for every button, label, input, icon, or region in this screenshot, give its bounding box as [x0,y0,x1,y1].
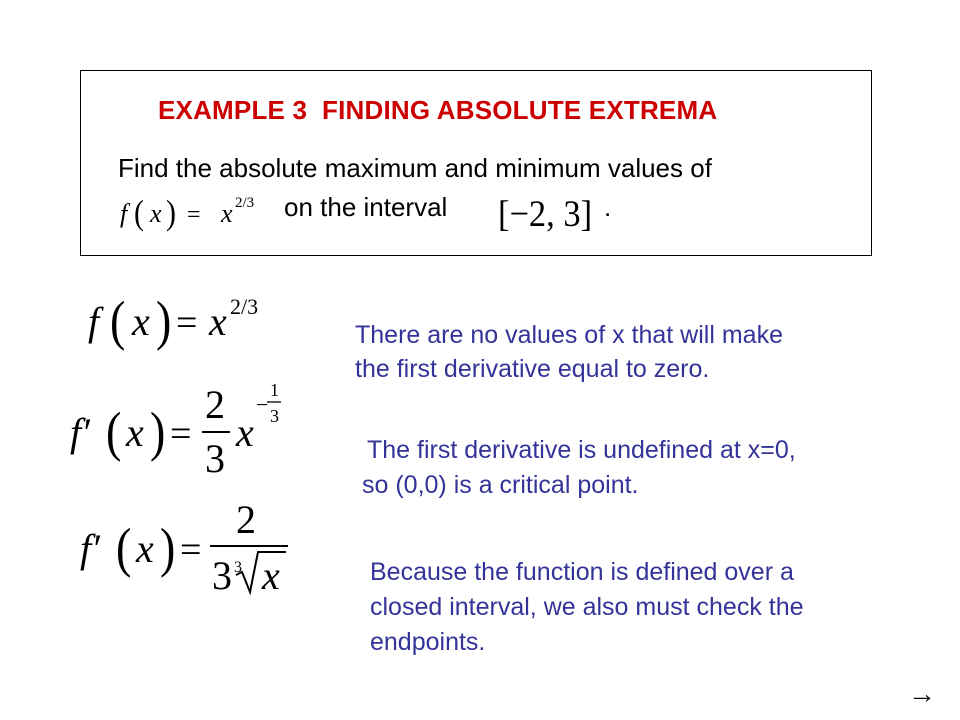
prompt-on-interval: on the interval [284,192,448,222]
interval-formula [498,193,592,235]
eq3-numerator: 2 [236,497,256,542]
note-1-line-1: There are no values of x that will make [355,321,783,349]
box-f-symbol: f [120,199,128,228]
note-1-line-2: the first derivative equal to zero. [355,355,710,383]
prompt-period: . [604,192,612,222]
note-3-line-1: Because the function is defined over a [370,558,794,586]
box-function-formula [120,193,254,231]
eq2-left-paren: ( [106,401,122,462]
box-right-paren: ) [166,193,176,232]
eq1-base: x [209,299,227,344]
note-2-line-2: so (0,0) is a critical point. [362,471,639,499]
note-3-line-3: endpoints. [370,628,486,656]
eq1-right-paren: ) [156,290,172,351]
eq2-base: x [236,410,254,455]
box-x-var: x [150,199,162,228]
eq2-x-var: x [126,410,144,455]
eq2-exponent-sign: − [256,392,269,417]
eq3-right-paren: ) [160,517,176,578]
equation-1 [88,290,258,351]
box-exponent: 2/3 [235,195,255,211]
eq3-left-paren: ( [116,517,132,578]
box-base: x [221,199,233,228]
eq2-f-prime-symbol: f′ [70,410,90,455]
box-equals: = [187,202,201,228]
eq1-equals: = [176,302,198,344]
eq2-exponent-denominator: 3 [270,406,279,426]
note-3-line-2: closed interval, we also must check the [370,593,804,621]
eq2-numerator: 2 [205,382,225,427]
prompt-line-1: Find the absolute maximum and minimum values of [118,153,712,183]
slide-title: EXAMPLE 3 FINDING ABSOLUTE EXTREMA [158,95,718,125]
interval-text: [−2, 3] [497,192,593,235]
eq2-equals: = [170,413,192,455]
eq1-left-paren: ( [110,290,126,351]
eq3-radicand: x [262,553,280,598]
eq3-denominator-coefficient: 3 [212,553,232,598]
eq2-right-paren: ) [150,401,166,462]
box-left-paren: ( [134,193,144,232]
eq1-exponent: 2/3 [230,294,259,319]
equation-3 [80,497,288,598]
equation-2 [70,380,281,481]
eq3-f-prime-symbol: f′ [80,526,100,571]
note-2-line-1: The first derivative is undefined at x=0, [367,436,796,464]
eq3-root-index: 3 [234,559,242,576]
eq1-f-symbol: f [88,299,100,344]
eq1-x-var: x [132,299,150,344]
right-arrow-icon[interactable]: → [908,678,936,709]
eq3-equals: = [180,529,202,571]
eq3-x-var: x [136,526,154,571]
eq2-denominator: 3 [205,436,225,481]
eq2-exponent-numerator: 1 [270,380,279,400]
